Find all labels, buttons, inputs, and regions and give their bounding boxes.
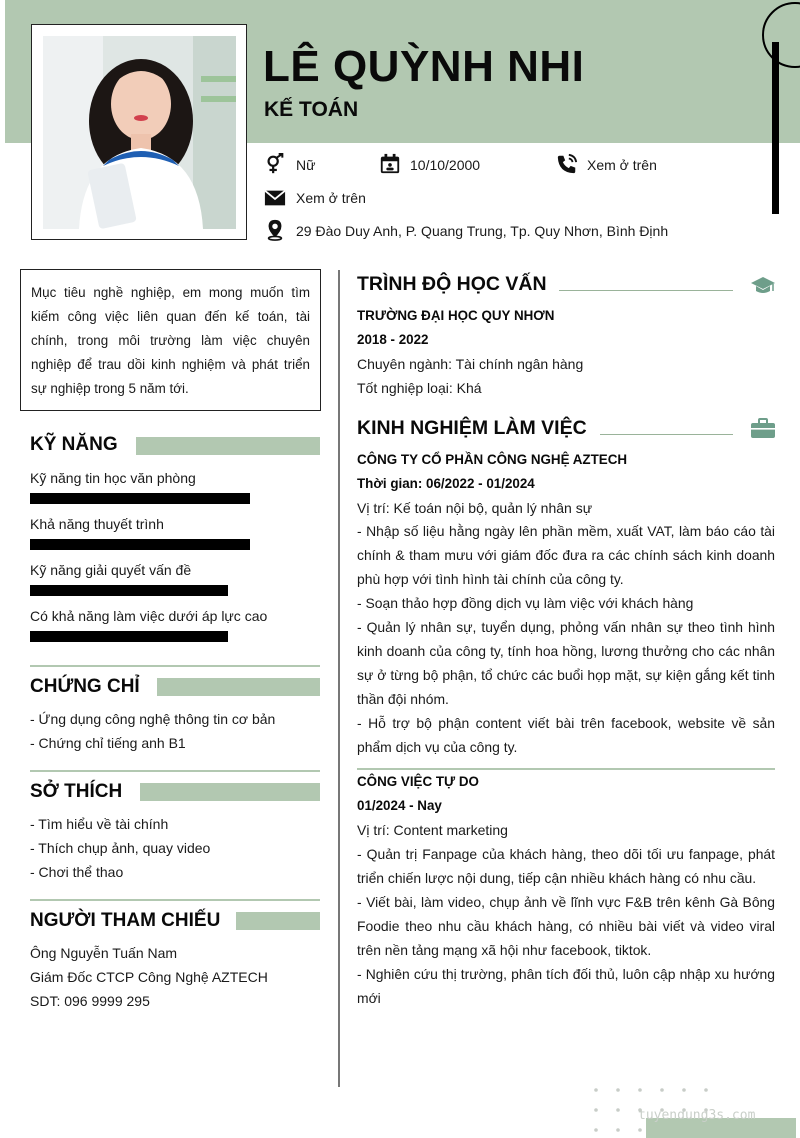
birthdate-value: 10/10/2000 — [410, 157, 481, 173]
education-title: TRÌNH ĐỘ HỌC VẤN — [357, 273, 547, 295]
address-value: 29 Đào Duy Anh, P. Quang Trung, Tp. Quy Nhơn, Bình Định — [296, 223, 669, 239]
job-company: CÔNG VIỆC TỰ DO — [357, 774, 479, 789]
hobby-item: - Tìm hiểu về tài chính — [30, 816, 169, 832]
briefcase-icon — [750, 418, 776, 439]
education-title-line — [559, 290, 733, 291]
job-duty: - Viết bài, làm video, chụp ảnh về lĩnh vực F&B trên kênh Gà Bông Foodie theo nhu cầu khách hàng, có nhiều bài viết và video viral trên nền tảng mạng xã hội như facebook, tiktok. — [357, 894, 775, 958]
education-years: 2018 - 2022 — [357, 332, 429, 347]
job-duty: - Nghiên cứu thị trường, phân tích đối thủ, luôn cập nhập xu hướng mới — [357, 966, 775, 1006]
skill-label: Có khả năng làm việc dưới áp lực cao — [30, 608, 268, 624]
section-divider — [30, 665, 320, 667]
phone-icon — [556, 153, 578, 175]
skill-bar-fill — [30, 631, 228, 642]
gender-icon — [264, 153, 286, 175]
skill-bar-fill — [30, 493, 250, 504]
candidate-name: LÊ QUỲNH NHI — [263, 42, 585, 91]
reference-line: Giám Đốc CTCP Công Nghệ AZTECH — [30, 969, 268, 985]
job-duty: - Soạn thảo hợp đồng dịch vụ làm việc với khách hàng — [357, 595, 694, 611]
section-divider — [30, 770, 320, 772]
references-title: NGƯỜI THAM CHIẾU — [30, 910, 221, 931]
certificate-item: - Chứng chỉ tiếng anh B1 — [30, 735, 186, 751]
job-duty: - Hỗ trợ bộ phận content viết bài trên facebook, website về sản phẩm dịch vụ của công ty. — [357, 715, 775, 755]
reference-line: Ông Nguyễn Tuấn Nam — [30, 945, 178, 961]
career-objective: Mục tiêu nghề nghiệp, em mong muốn tìm kiếm công việc liên quan đến kế toán, tài chính, trong môi trường làm việc chuyên nghiệp để trau dồi kinh nghiệm và phát triển sự nghiệp trong 5 năm tới. — [20, 269, 321, 411]
education-major: Chuyên ngành: Tài chính ngân hàng — [357, 356, 584, 372]
education-grade: Tốt nghiệp loại: Khá — [357, 380, 482, 396]
decorative-bar — [772, 42, 779, 214]
skill-bar — [30, 631, 250, 642]
skill-bar — [30, 585, 250, 596]
job-company: CÔNG TY CỔ PHẦN CÔNG NGHỆ AZTECH — [357, 452, 628, 467]
job-duty: - Quản lý nhân sự, tuyển dụng, phỏng vấn nhân sự theo tình hình kinh doanh của công ty, tính hoa hồng, lương thưởng cho các nhân sự ở từng bộ phận, tổ chức các buổi họp mặt, sự kiện gắng kết tinh thần đội nhóm. — [357, 619, 775, 707]
location-icon — [264, 219, 286, 241]
phone-value: Xem ở trên — [587, 157, 657, 173]
job-duties — [357, 519, 775, 759]
hobbies-title-bar — [140, 783, 320, 801]
skills-title: KỸ NĂNG — [30, 434, 118, 455]
job-duty: - Quản trị Fanpage của khách hàng, theo dõi tối ưu fanpage, phát triển chiến lược nội dung, tiếp cận nhiều khách hàng có nhu cầu. — [357, 846, 775, 886]
hobby-item: - Thích chụp ảnh, quay video — [30, 840, 211, 856]
job-title: KẾ TOÁN — [264, 98, 359, 121]
hobby-item: - Chơi thể thao — [30, 864, 124, 880]
calendar-icon — [379, 153, 401, 175]
certificates-title: CHỨNG CHỈ — [30, 676, 140, 697]
certificates-title-bar — [157, 678, 320, 696]
skill-label: Kỹ năng giải quyết vấn đề — [30, 562, 192, 578]
skills-title-bar — [136, 437, 320, 455]
job-position: Vị trí: Kế toán nội bộ, quản lý nhân sự — [357, 500, 593, 516]
job-divider — [357, 768, 775, 770]
watermark: tuyendung3s.com — [638, 1108, 756, 1123]
reference-line: SDT: 096 9999 295 — [30, 993, 150, 1009]
email-value: Xem ở trên — [296, 190, 366, 206]
skill-label: Kỹ năng tin học văn phòng — [30, 470, 196, 486]
experience-title-line — [600, 434, 733, 435]
skill-bar-fill — [30, 539, 250, 550]
job-duty: - Nhập số liệu hằng ngày lên phần mềm, xuất VAT, làm báo cáo tài chính & tham mưu với giám đốc đưa ra các chính sách kinh doanh phù hợp với tình hình tài chính của công ty. — [357, 523, 775, 587]
job-period: Thời gian: 06/2022 - 01/2024 — [357, 476, 535, 491]
job-period: 01/2024 - Nay — [357, 798, 442, 813]
education-school: TRƯỜNG ĐẠI HỌC QUY NHƠN — [357, 308, 555, 323]
job-duties — [357, 842, 775, 1010]
experience-title: KINH NGHIỆM LÀM VIỆC — [357, 417, 587, 439]
gender-value: Nữ — [296, 157, 316, 173]
skill-label: Khả năng thuyết trình — [30, 516, 164, 532]
skill-bar-fill — [30, 585, 228, 596]
skill-bar — [30, 493, 250, 504]
graduation-cap-icon — [750, 276, 776, 296]
section-divider — [30, 899, 320, 901]
email-icon — [264, 187, 286, 209]
avatar-photo-placeholder — [43, 36, 236, 229]
references-title-bar — [236, 912, 320, 930]
hobbies-title: SỞ THÍCH — [30, 781, 123, 802]
skill-bar — [30, 539, 250, 550]
certificate-item: - Ứng dụng công nghệ thông tin cơ bản — [30, 711, 276, 727]
avatar — [43, 36, 236, 229]
column-divider — [338, 270, 340, 1087]
job-position: Vị trí: Content marketing — [357, 822, 508, 838]
